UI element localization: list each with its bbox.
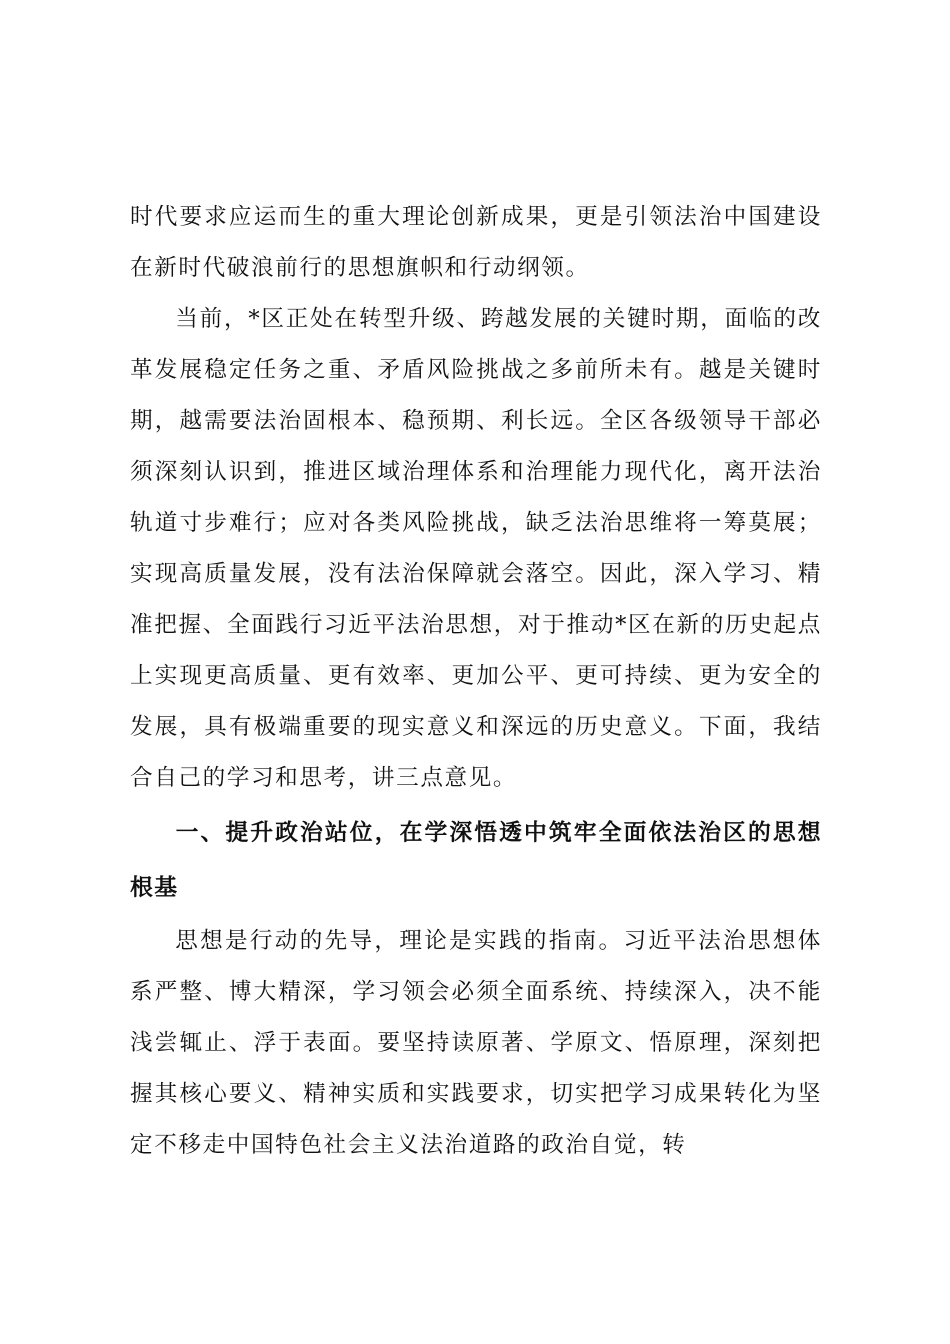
section-heading-one: 一、提升政治站位，在学深悟透中筑牢全面依法治区的思想根基 <box>130 820 822 901</box>
paragraph-thought-guide: 思想是行动的先导，理论是实践的指南。习近平法治思想体系严整、博大精深，学习领会必须全面系统、持续深入，决不能浅尝辄止、浮于表面。要坚持读原著、学原文、悟原理，深刻把握其核心要义、精神实质和实践要求，切实把学习成果转化为坚定不移走中国特色社会主义法治道路的政治自觉，转 <box>130 928 822 1158</box>
paragraph-continuation: 时代要求应运而生的重大理论创新成果，更是引领法治中国建设在新时代破浪前行的思想旗帜和行动纲领。 <box>130 204 822 281</box>
document-body <box>130 192 822 1171</box>
paragraph-current-situation: 当前，*区正处在转型升级、跨越发展的关键时期，面临的改革发展稳定任务之重、矛盾风险挑战之多前所未有。越是关键时期，越需要法治固根本、稳预期、利长远。全区各级领导干部必须深刻认识到，推进区域治理体系和治理能力现代化，离开法治轨道寸步难行；应对各类风险挑战，缺乏法治思维将一筹莫展；实现高质量发展，没有法治保障就会落空。因此，深入学习、精准把握、全面践行习近平法治思想，对于推动*区在新的历史起点上实现更高质量、更有效率、更加公平、更可持续、更为安全的发展，具有极端重要的现实意义和深远的历史意义。下面，我结合自己的学习和思考，讲三点意见。 <box>130 306 822 791</box>
